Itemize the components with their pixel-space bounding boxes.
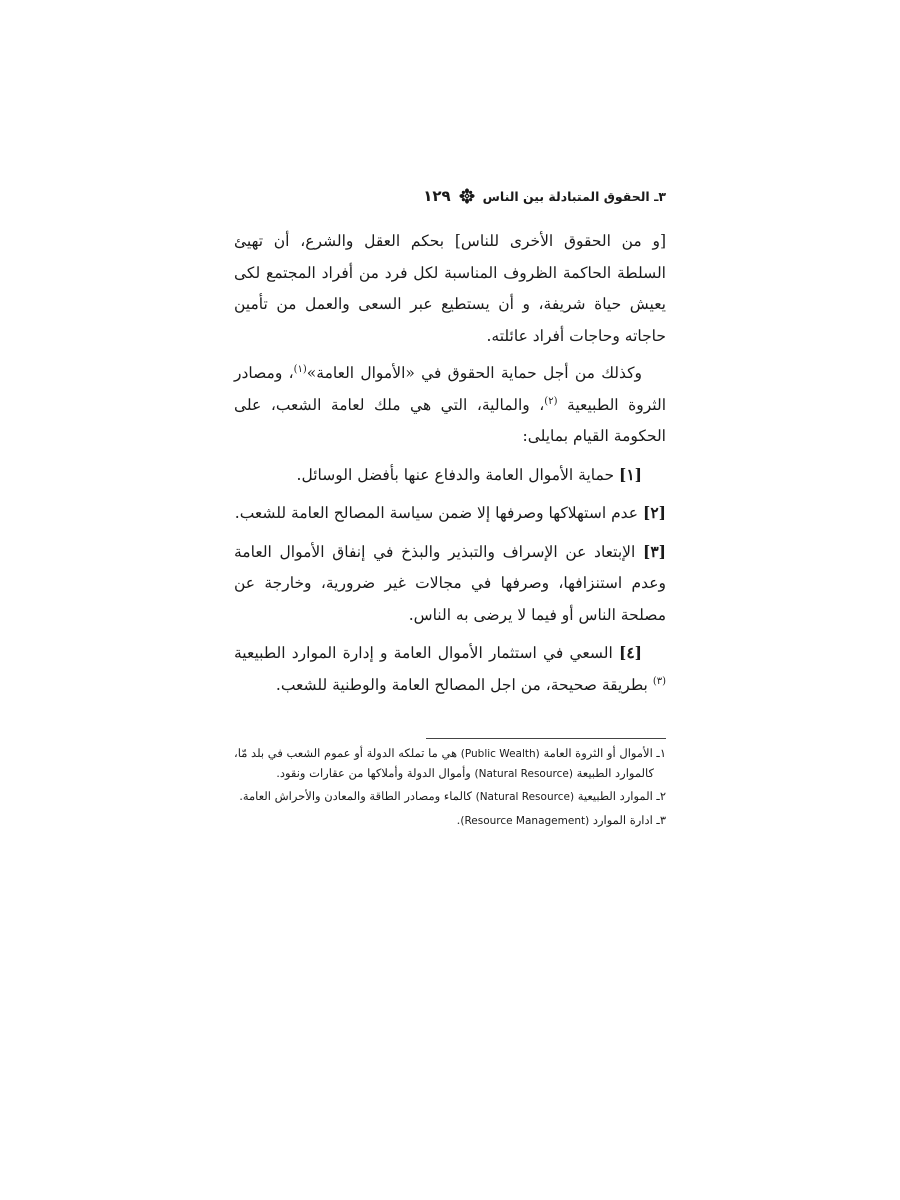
footnote bbox=[234, 787, 666, 807]
footnote-text: ٢ـ الموارد الطبيعية bbox=[577, 789, 666, 803]
chapter-title: ٣ـ الحقوق المتبادلة بين الناس bbox=[482, 188, 666, 204]
paragraph-part: ، والمالية، التي هي ملك لعامة الشعب، على الحكومة القيام بمايلى: bbox=[234, 395, 666, 445]
paragraph: [و من الحقوق الأخرى للناس] بحكم العقل والشرع، أن تهيئ السلطة الحاكمة الظروف المناسبة لكل فرد من أفراد المجتمع لكى يعيش حياة شريفة، و أن يستطيع عبر السعى والعمل من تأمين حاجاته وحاجات أفراد عائلته. bbox=[234, 232, 666, 345]
footnote-text: كالماء ومصادر الطاقة والمعادن والأحراش العامة. bbox=[239, 789, 472, 803]
item-number: [٢] bbox=[642, 503, 666, 522]
page-number: ١٢٩ bbox=[423, 187, 451, 205]
list-item bbox=[234, 497, 666, 530]
footnote-text: وأموال الدولة وأملاكها من عقارات ونقود. bbox=[276, 765, 471, 780]
list-item bbox=[234, 637, 666, 701]
item-number: [٤] bbox=[618, 643, 642, 662]
footnote-ref: (٢) bbox=[544, 395, 558, 407]
paragraph-part: وكذلك من أجل حماية الحقوق في «الأموال العامة» bbox=[306, 364, 642, 382]
item-text: بطريقة صحيحة، من اجل المصالح العامة والوطنية للشعب. bbox=[275, 675, 648, 694]
footnote-term: (Public Wealth) bbox=[460, 748, 540, 760]
item-text: حماية الأموال العامة والدفاع عنها بأفضل الوسائل. bbox=[296, 465, 615, 484]
footnote-ref: (٣) bbox=[652, 675, 666, 687]
footnote-term: (Natural Resource) bbox=[474, 767, 573, 780]
item-number: [١] bbox=[618, 464, 642, 484]
footnote bbox=[234, 744, 666, 783]
footnote-text: . bbox=[456, 812, 461, 827]
running-header bbox=[234, 184, 666, 208]
paragraph bbox=[234, 358, 666, 453]
item-text: السعي في استثمار الأموال العامة و إدارة الموارد الطبيعية bbox=[234, 644, 613, 662]
paragraph-part: ، ومصادر الثروة الطبيعية bbox=[234, 364, 666, 414]
footnote-text: ١ـ الأموال أو الثروة العامة bbox=[543, 746, 666, 760]
footnote-term: (Resource Management) bbox=[460, 814, 590, 827]
flower-ornament-icon bbox=[459, 188, 475, 204]
footnotes bbox=[234, 744, 666, 834]
footnote-divider bbox=[426, 738, 666, 739]
footnote bbox=[234, 811, 666, 831]
main-text bbox=[234, 226, 666, 707]
item-text: عدم استهلاكها وصرفها إلا ضمن سياسة المصالح العامة للشعب. bbox=[234, 504, 639, 522]
footnote-ref: (١) bbox=[293, 363, 307, 375]
footnote-text: ٣ـ ادارة الموارد bbox=[592, 812, 666, 827]
footnote-text: هي ما تملكه الدولة أو عموم الشعب في بلد مّا، كالموارد الطبيعة bbox=[234, 746, 654, 780]
footnote-term: (Natural Resource) bbox=[475, 791, 575, 803]
item-text: الإبتعاد عن الإسراف والتبذير والبذخ في إنفاق الأموال العامة وعدم استنزافها، وصرفها في مجالات غير ضرورية، وخارجة عن مصلحة الناس أو فيما لا يرضى به الناس. bbox=[234, 542, 666, 624]
item-number: [٣] bbox=[642, 541, 666, 561]
list-item bbox=[234, 459, 666, 492]
list-item bbox=[234, 536, 666, 632]
